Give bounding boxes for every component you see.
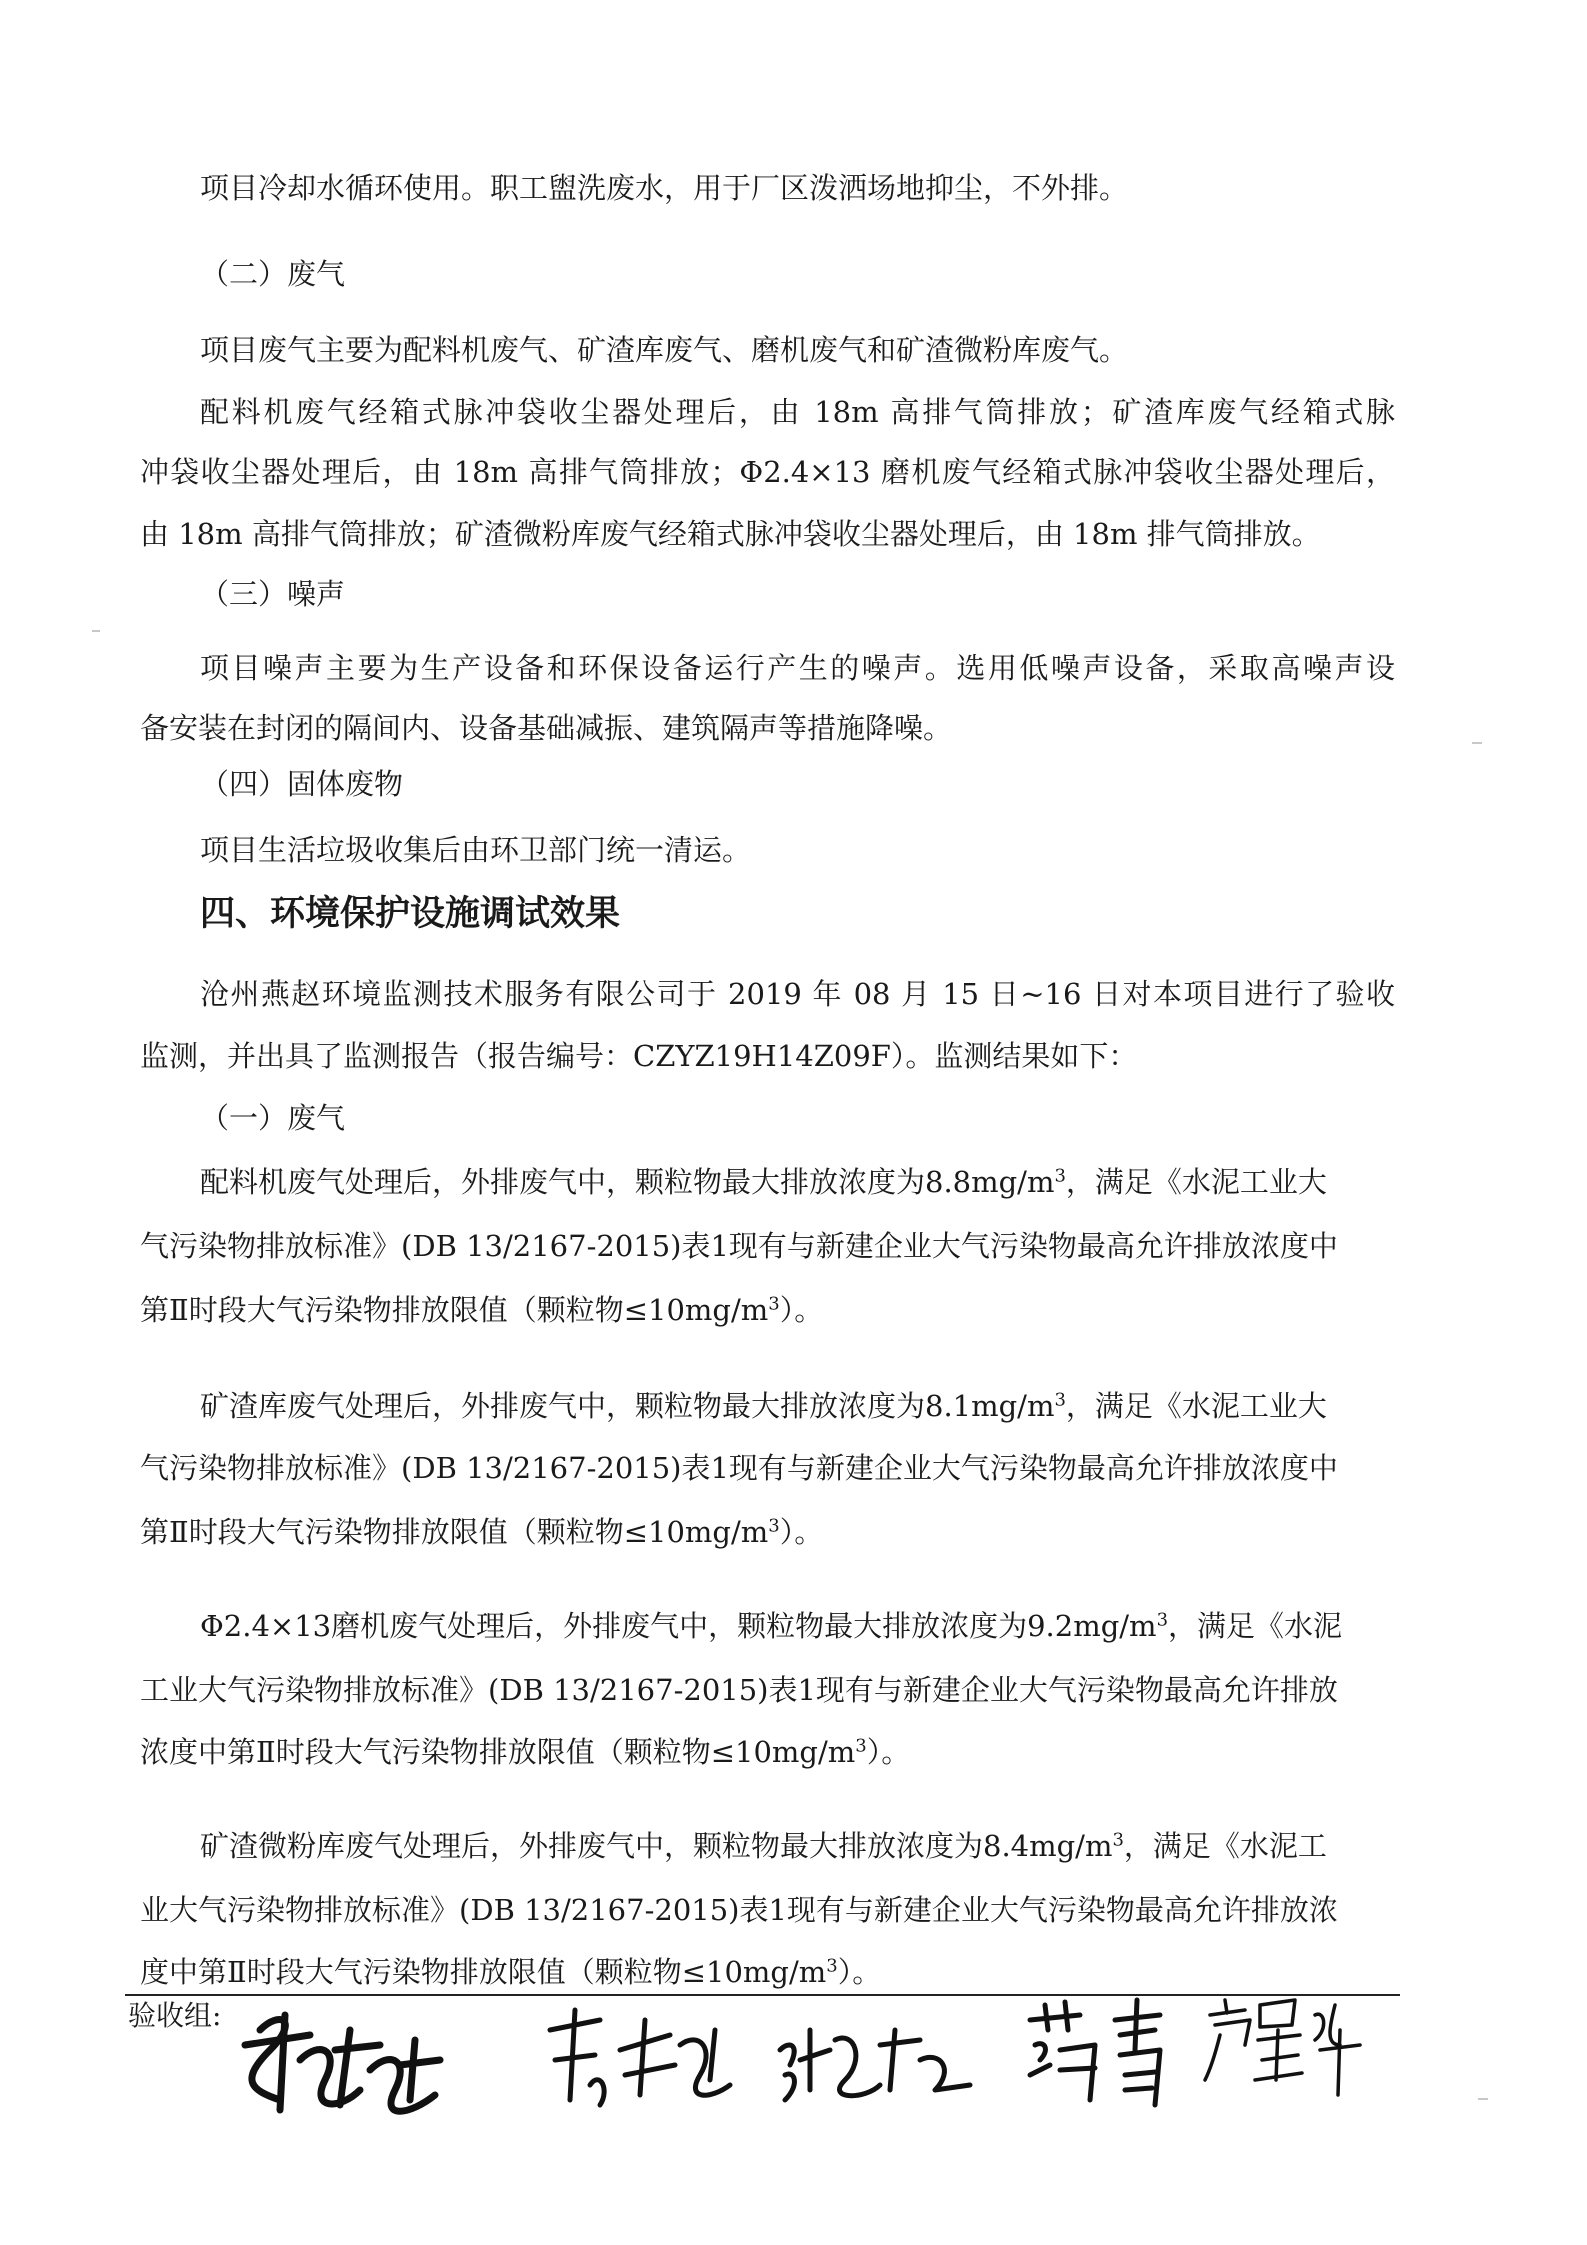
paragraph-noise-line1: 项目噪声主要为生产设备和环保设备运行产生的噪声。选用低噪声设备，采取高噪声设 bbox=[200, 651, 1395, 685]
paragraph-exhaust-sources: 项目废气主要为配料机废气、矿渣库废气、磨机废气和矿渣微粉库废气。 bbox=[200, 333, 1129, 367]
handwritten-signatures bbox=[240, 1990, 1400, 2140]
result-mill-line1: Φ2.4×13磨机废气处理后，外排废气中，颗粒物最大排放浓度为$9.2mg/m^3$，满足《水泥 bbox=[200, 1609, 1343, 1643]
scan-mark bbox=[1478, 2098, 1488, 2100]
heading-section-four: 四、环境保护设施调试效果 bbox=[200, 894, 621, 934]
result-slag-storage-line2: 气污染物排放标准》(DB 13/2167-2015)表1现有与新建企业大气污染物最高允许排放浓度中 bbox=[140, 1451, 1338, 1485]
paragraph-monitoring-line1: 沧州燕赵环境监测技术服务有限公司于 2019 年 08 月 15 日~16 日对本项目进行了验收 bbox=[200, 977, 1395, 1011]
signature-2 bbox=[550, 2010, 730, 2105]
signature-5 bbox=[1205, 2000, 1360, 2095]
section-title-exhaust-results: （一）废气 bbox=[200, 1101, 346, 1135]
result-slag-storage-line3: 第Ⅱ时段大气污染物排放限值（颗粒物$\le 10mg/m^3$）。 bbox=[140, 1515, 824, 1549]
result-powder-storage-line1: 矿渣微粉库废气处理后，外排废气中，颗粒物最大排放浓度为$8.4mg/m^3$，满足《水泥工 bbox=[200, 1829, 1327, 1863]
section-title-noise: （三）噪声 bbox=[200, 577, 346, 611]
result-powder-storage-line3: 度中第Ⅱ时段大气污染物排放限值（颗粒物$\le 10mg/m^3$）。 bbox=[140, 1955, 882, 1989]
paragraph-noise-line2: 备安装在封闭的隔间内、设备基础减振、建筑隔声等措施降噪。 bbox=[140, 711, 953, 745]
result-batching-line1: 配料机废气处理后，外排废气中，颗粒物最大排放浓度为$8.8mg/m^3$，满足《水泥工业大 bbox=[200, 1165, 1327, 1199]
section-title-exhaust: （二）废气 bbox=[200, 257, 346, 291]
result-batching-line3: 第Ⅱ时段大气污染物排放限值（颗粒物$\le 10mg/m^3$）。 bbox=[140, 1293, 824, 1327]
paragraph-exhaust-treatment-line2: 冲袋收尘器处理后，由 18m 高排气筒排放；Φ2.4×13 磨机废气经箱式脉冲袋收尘器处理后， bbox=[140, 455, 1395, 489]
section-title-solid-waste: （四）固体废物 bbox=[200, 767, 404, 801]
result-mill-line2: 工业大气污染物排放标准》(DB 13/2167-2015)表1现有与新建企业大气污染物最高允许排放 bbox=[140, 1673, 1338, 1707]
signature-4 bbox=[1030, 2000, 1160, 2105]
result-mill-line3: 浓度中第Ⅱ时段大气污染物排放限值（颗粒物$\le 10mg/m^3$）。 bbox=[140, 1735, 911, 1769]
scan-mark bbox=[1472, 742, 1482, 744]
result-slag-storage-line1: 矿渣库废气处理后，外排废气中，颗粒物最大排放浓度为$8.1mg/m^3$，满足《水泥工业大 bbox=[200, 1389, 1327, 1423]
paragraph-exhaust-treatment-line1: 配料机废气经箱式脉冲袋收尘器处理后，由 18m 高排气筒排放；矿渣库废气经箱式脉 bbox=[200, 395, 1395, 429]
paragraph-monitoring-line2: 监测，并出具了监测报告（报告编号：CZYZ19H14Z09F）。监测结果如下： bbox=[140, 1039, 1138, 1073]
paragraph-solid-waste: 项目生活垃圾收集后由环卫部门统一清运。 bbox=[200, 833, 752, 867]
signature-3 bbox=[780, 2030, 970, 2100]
scan-mark bbox=[92, 630, 100, 632]
result-batching-line2: 气污染物排放标准》(DB 13/2167-2015)表1现有与新建企业大气污染物最高允许排放浓度中 bbox=[140, 1229, 1338, 1263]
paragraph-cooling-water: 项目冷却水循环使用。职工盥洗废水，用于厂区泼洒场地抑尘，不外排。 bbox=[200, 171, 1129, 205]
acceptance-group-label: 验收组: bbox=[128, 1999, 222, 2032]
result-powder-storage-line2: 业大气污染物排放标准》(DB 13/2167-2015)表1现有与新建企业大气污染物最高允许排放浓 bbox=[140, 1893, 1338, 1927]
signature-1 bbox=[245, 2015, 440, 2111]
paragraph-exhaust-treatment-line3: 由 18m 高排气筒排放；矿渣微粉库废气经箱式脉冲袋收尘器处理后，由 18m 排气筒排放。 bbox=[140, 517, 1321, 551]
